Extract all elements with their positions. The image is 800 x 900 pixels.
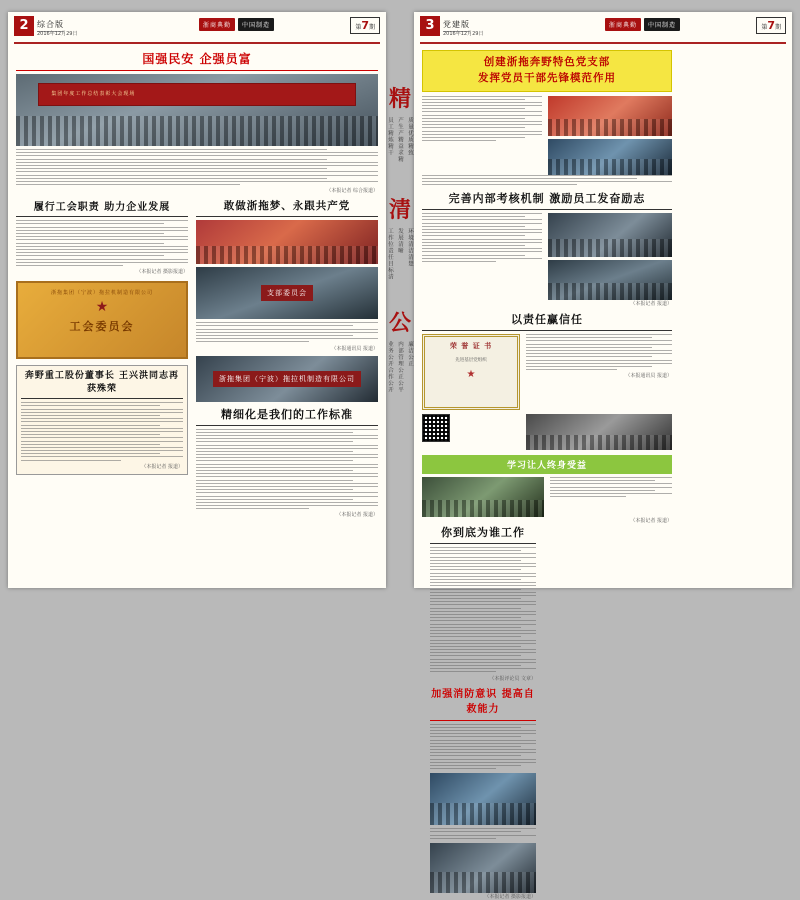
strip-col-9: 廉洁公正: [407, 340, 413, 367]
divider: [422, 209, 672, 210]
strip-char-gong: 公: [388, 310, 411, 336]
divider: [16, 70, 378, 71]
divider: [196, 425, 378, 426]
right-article-2-body: [422, 213, 542, 262]
right-article-5-body: [430, 724, 536, 770]
strip-char-jing: 精: [388, 87, 411, 112]
left-article-3-body: [196, 322, 378, 342]
issue-suffix: 期: [368, 24, 375, 31]
strip-col-5: 发展清晰: [397, 227, 403, 254]
certificate-sub: 先进基层党组织: [455, 358, 487, 364]
strip-col-2: 产生产精益求精: [397, 117, 403, 163]
left-byline-3: （本报通讯员 报道）: [331, 345, 378, 352]
right-page: [414, 12, 792, 900]
photo-audience: [548, 159, 672, 174]
article-photo-7: [548, 213, 672, 257]
issue-number: 7: [361, 19, 369, 32]
article-photo-4: [196, 356, 378, 402]
strip-char-qing: 清: [388, 197, 411, 223]
backdrop-text: 集团年度工作总结表彰大会现场: [51, 90, 136, 97]
right-page-number: 3: [420, 16, 440, 36]
backdrop: [38, 83, 357, 107]
divider: [21, 398, 183, 399]
left-byline-2: （本报记者 摄影报道）: [136, 269, 188, 276]
feature-banner: [422, 50, 672, 92]
photo-audience: [196, 246, 378, 264]
plaque-line2: 工会委员会: [69, 320, 135, 334]
divider: [430, 543, 536, 544]
union-plaque: [16, 281, 188, 359]
qr-code[interactable]: [422, 414, 450, 442]
left-byline-5: （本报记者 报道）: [141, 463, 183, 470]
photo-signboard: 支部委员会: [261, 285, 313, 301]
left-article-5: [16, 365, 188, 475]
divider: [430, 720, 536, 721]
left-headline-4: 精细化是我们的工作标准: [221, 407, 353, 421]
right-subcol-b: [548, 96, 672, 175]
right-subcol-d: [548, 213, 672, 300]
right-pubdate: 2016年12月29日: [443, 31, 484, 37]
issue-number-right: 7: [767, 19, 775, 32]
right-article-3-body: [526, 334, 672, 370]
banner-line-1: 创建浙拖奔野特色党支部: [483, 56, 611, 68]
divider: [16, 216, 188, 217]
right-article-1-body: [422, 96, 542, 142]
left-article-2-body: [16, 220, 188, 266]
left-page-number: 2: [14, 16, 34, 36]
right-article-3-tail: [550, 477, 672, 497]
photo-audience: [430, 872, 536, 893]
strip-col-3: 质量优质精致: [407, 117, 413, 156]
photo-audience: [430, 803, 536, 825]
issue-label-right: 第: [761, 24, 768, 31]
photo-audience: [16, 116, 378, 146]
publication-name-right: 浙商典勤: [605, 18, 641, 31]
left-issue-badge: [350, 17, 380, 34]
article-photo-8: [548, 260, 672, 300]
strip-col-8: 内部管理公正公平: [397, 340, 403, 393]
right-subcol-f: [526, 414, 672, 450]
right-issue-badge: [756, 17, 786, 34]
left-pubdate: 2016年12月29日: [37, 31, 78, 37]
right-headline-4: 你到底为谁工作: [441, 526, 525, 540]
left-headline-2: 履行工会职责 助力企业发展: [33, 202, 171, 214]
right-masthead: [420, 16, 786, 44]
left-byline-4: （本报记者 报道）: [336, 512, 378, 519]
publication-name-2: 中国制造: [238, 18, 274, 31]
right-article-4-body: [430, 547, 536, 672]
article-photo-10: [422, 477, 544, 517]
left-article-1: [16, 50, 378, 194]
strip-col-6: 环境清洁清楚: [407, 227, 413, 267]
publication-name: 浙商典勤: [199, 18, 235, 31]
right-headline-5: 加强消防意识 提高自救能力: [431, 688, 535, 715]
banner-line-2: 发挥党员干部先锋模范作用: [478, 71, 616, 84]
right-col-main: [422, 50, 672, 524]
center-vertical-strip: [386, 12, 414, 588]
left-masthead: [14, 16, 380, 44]
photo-audience: [422, 500, 544, 517]
article-photo-5: [548, 96, 672, 136]
plaque-emblem: ★: [95, 299, 109, 316]
photo-audience: [526, 435, 672, 450]
divider: [196, 216, 378, 217]
right-headline-1: 完善内部考核机制 激励员工发奋励志: [448, 192, 646, 206]
right-subcol-c: [422, 213, 542, 264]
right-article-1-body-2: [422, 175, 672, 186]
left-headline-3: 敢做浙拖梦、永跟共产党: [223, 200, 351, 213]
photo-board-text: 浙拖集团（宁波）拖拉机制造有限公司: [213, 371, 361, 387]
right-headline-2: 以责任赢信任: [511, 313, 583, 327]
left-col-a: [16, 198, 188, 475]
left-article-5-body: [21, 402, 183, 460]
right-subcol-a: [422, 96, 542, 144]
right-subcol-g: [422, 477, 544, 517]
left-two-col: [16, 198, 378, 518]
honor-certificate: [422, 334, 520, 410]
strip-col-7: 业务公开合作公开: [387, 340, 393, 393]
article-photo-9: [526, 414, 672, 450]
right-byline-5: （本报记者 摄影报道）: [484, 893, 536, 900]
right-subcol-e: [526, 334, 672, 379]
certificate-seal: ★: [466, 369, 476, 381]
right-col-side: [430, 524, 536, 900]
left-headline-1: 国强民安 企强员富: [142, 52, 252, 66]
article-photo-3: [196, 267, 378, 319]
divider: [422, 330, 672, 331]
left-headline-5: 奔野重工股份董事长 王兴洪同志再获殊荣: [24, 371, 180, 394]
article-photo-12: [430, 843, 536, 893]
right-byline-4: （本报评论员 文章）: [489, 675, 536, 682]
article-photo-1: [16, 74, 378, 146]
masthead-logo: [199, 18, 274, 31]
plaque-line1: 浙拖集团（宁波）拖拉机制造有限公司: [50, 290, 153, 297]
left-page: [8, 12, 386, 588]
right-byline-2: （本报通讯员 报道）: [625, 373, 672, 380]
certificate-title: 荣 誉 证 书: [449, 342, 493, 351]
publication-name-2-right: 中国制造: [644, 18, 680, 31]
right-byline-1: （本报记者 报道）: [630, 301, 672, 308]
left-col-b: [196, 198, 378, 518]
article-photo-11: [430, 773, 536, 825]
right-byline-3: （本报记者 报道）: [630, 518, 672, 525]
article-photo-6: [548, 139, 672, 175]
photo-audience: [548, 283, 672, 300]
left-article-1-body: [16, 149, 378, 185]
photo-audience: [548, 119, 672, 136]
issue-label: 第: [355, 24, 362, 31]
issue-suffix-right: 期: [774, 24, 781, 31]
photo-audience: [548, 239, 672, 257]
article-photo-2: [196, 220, 378, 264]
left-article-4-body: [196, 429, 378, 510]
right-article-5-body-2: [430, 828, 536, 839]
green-banner: 学习让人终身受益: [422, 455, 672, 474]
right-subcol-h: [550, 477, 672, 499]
right-section-title: 党建版: [443, 19, 470, 32]
masthead-logo-right: [605, 18, 680, 31]
qr-wrap: [422, 414, 520, 442]
strip-col-1: 员工精炼精干: [387, 117, 393, 156]
left-byline-1: （本报记者 综合报道）: [326, 188, 378, 195]
certificate-wrap: [422, 334, 520, 410]
left-section-title: 综合版: [37, 19, 64, 32]
strip-col-4: 工作位责任目标清: [387, 227, 393, 280]
